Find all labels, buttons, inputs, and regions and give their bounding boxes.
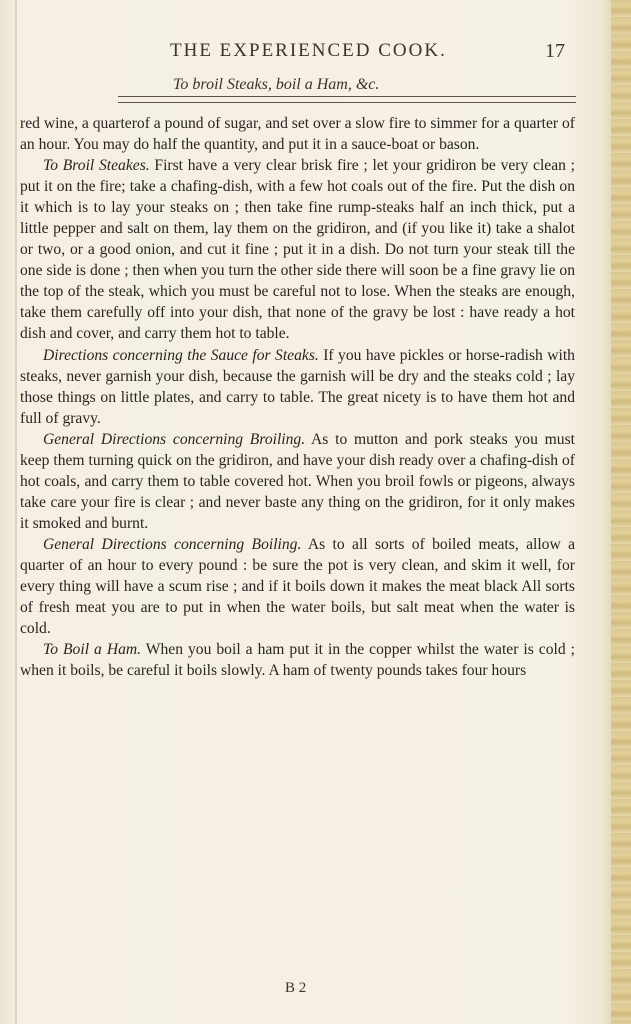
page-edge-strip xyxy=(611,0,631,1024)
paragraph-3-text: If you have pickles or horse-radish with steaks, never garnish your dish, because the garnish will be dry and the steaks cold ; lay those things on little plates, and carry to table. The great nicety is to have them hot and full of gravy. xyxy=(20,346,575,427)
running-head: THE EXPERIENCED COOK. xyxy=(170,40,447,61)
paragraph-3-title: Directions concerning the Sauce for Steaks. xyxy=(43,346,319,364)
paragraph-5-title: General Directions concerning Boiling. xyxy=(43,535,302,553)
paragraph-4-title: General Directions concerning Broiling. xyxy=(43,430,306,448)
paragraph-3 xyxy=(20,345,575,429)
paragraph-1-text: red wine, a quarterof a pound of sugar, and set over a slow fire to simmer for a quarter of an hour. You may do half the quantity, and put it in a sauce-boat or bason. xyxy=(20,115,575,154)
main-text xyxy=(20,113,575,681)
signature-mark: B 2 xyxy=(285,980,307,996)
paragraph-2-text: First have a very clear brisk fire ; let your gridiron be very clean ; put it on the fire; take a chafing-dish, with a few hot coals out of the fire. Put the dish on it which is to lay your steaks on ; then take fine rump-steaks half an inch thick, put a little pepper and salt on them, lay them on the gridiron, and (if you like it) take a shalot or two, or a good onion, and cut it fine ; put it in a dish. Do not turn your steak till the one side is done ; then when you turn the other side there will soon be a fine gravy lie on the top of the steak, which you must be careful not to lose. When the steaks are enough, take them carefully off into your dish, that none of the gravy be lost : have ready a hot dish and cover, and carry them hot to table. xyxy=(20,157,576,343)
paragraph-5-text: As to all sorts of boiled meats, allow a quarter of an hour to every pound : be sure the pot is very clean, and skim it well, for every thing will have a scum rise ; and if it boils down it makes the meat black All sorts of fresh meat you are to put in when the water boils, but salt meat when the water is cold. xyxy=(20,535,575,638)
page-number: 17 xyxy=(545,40,565,62)
paragraph-4-text: As to mutton and pork steaks you must keep them turning quick on the gridiron, and have your dish ready over a chafing-dish of hot coals, and carry them to table covered hot. When you broil fowls or pigeons, always take care your fire is clear ; and never baste any thing on the gridiron, for it only makes it smoked and burnt. xyxy=(20,430,575,532)
header-rule xyxy=(118,96,576,97)
paragraph-2-title: To Broil Steakes. xyxy=(43,157,150,175)
paragraph-2 xyxy=(20,155,575,344)
paragraph-5 xyxy=(20,534,575,639)
left-margin-line xyxy=(15,0,17,1024)
paragraph-6 xyxy=(20,639,575,681)
paragraph-6-text: When you boil a ham put it in the copper whilst the water is cold ; when it boils, be careful it boils slowly. A ham of twenty pounds takes four hours xyxy=(20,641,575,680)
section-subhead: To broil Steaks, boil a Ham, &c. xyxy=(173,76,380,93)
paragraph-1 xyxy=(20,113,575,155)
paragraph-4 xyxy=(20,429,575,534)
paragraph-6-title: To Boil a Ham. xyxy=(43,641,142,659)
